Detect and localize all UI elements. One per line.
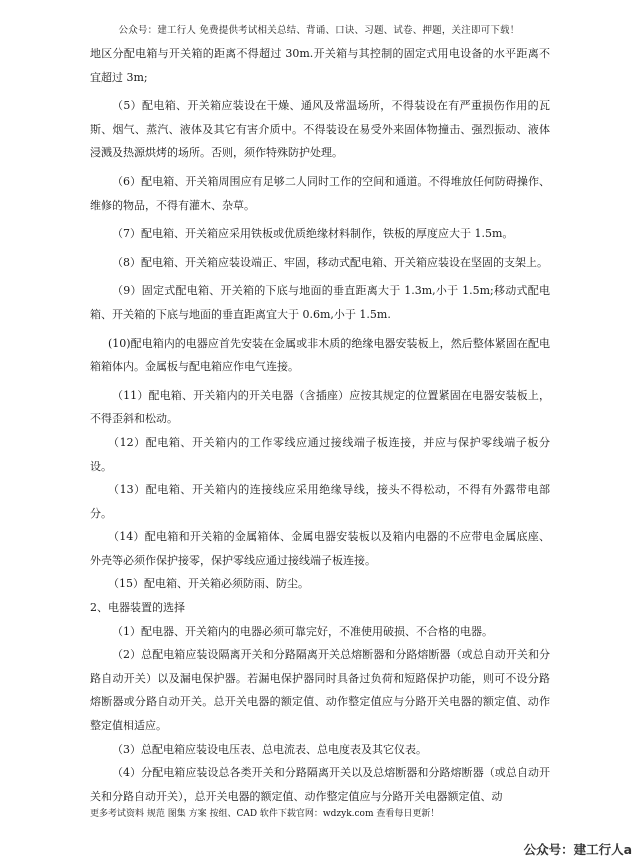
paragraph: （12）配电箱、开关箱内的工作零线应通过接线端子板连接，并应与保护零线端子板分设。	[90, 435, 550, 473]
paragraph: （2）总配电箱应装设隔离开关和分路隔离开关总熔断器和分路熔断器（或总自动开关和分路自动开关）以及漏电保护器。若漏电保护器同时具备过负荷和短路保护功能，则可不设分路熔断器或分路自动开关。总开关电器的额定值、动作整定值应与分路开关电器的额定值、动作整定值相适应。	[90, 648, 550, 733]
paragraph: （9）固定式配电箱、开关箱的下底与地面的垂直距离大于 1.3m,小于 1.5m;移动式配电箱、开关箱的下底与地面的垂直距离宜大于 0.6m,小于 1.5m.	[90, 284, 550, 321]
paragraph: （5）配电箱、开关箱应装设在干燥、通风及常温场所，不得装设在有严重损伤作用的瓦斯、烟气、蒸汽、液体及其它有害介质中。不得装设在易受外来固体物撞击、强烈振动、液体浸溅及热源烘烤的场所。否则，须作特殊防护处理。	[90, 99, 550, 160]
paragraph: （13）配电箱、开关箱内的连接线应采用绝缘导线，接头不得松动，不得有外露带电部分。	[90, 483, 550, 520]
paragraph: 地区分配电箱与开关箱的距离不得超过 30m.开关箱与其控制的固定式用电设备的水平距离不宜超过 3m;	[90, 47, 550, 84]
paragraph: （4）分配电箱应装设总各类开关和分路隔离开关以及总熔断器和分路熔断器（或总自动开关和分路自动开关），总开关电器的额定值、动作整定值应与分路开关电器额定值、动	[90, 766, 550, 803]
paragraph: （3）总配电箱应装设电压表、总电流表、总电度表及其它仪表。	[112, 742, 427, 756]
paragraph: （1）配电器、开关箱内的电器必须可靠完好，不准使用破损、不合格的电器。	[112, 624, 493, 638]
paragraph: （14）配电箱和开关箱的金属箱体、金属电器安装板以及箱内电器的不应带电金属底座、外壳等必须作保护接零，保护零线应通过接线端子板连接。	[90, 530, 550, 567]
paragraph: （8）配电箱、开关箱应装设端正、牢固，移动式配电箱、开关箱应装设在坚固的支架上。	[112, 255, 548, 269]
body-text	[90, 42, 550, 808]
paragraph: （11）配电箱、开关箱内的开关电器（含插座）应按其规定的位置紧固在电器安装板上，不得歪斜和松动。	[90, 388, 550, 426]
page-header: 公众号：建工行人 免费提供考试相关总结、背诵、口诀、习题、试卷、押题，关注即可下载！	[118, 25, 520, 36]
page-footer: 更多考试资料 规范 图集 方案 按组、CAD 软件下载官网：wdzyk.com 查看每日更新！	[90, 809, 440, 819]
paragraph: （15）配电箱、开关箱必须防雨、防尘。	[108, 577, 309, 591]
section-heading: 2、电器装置的选择	[90, 601, 185, 615]
paragraph: (10)配电箱内的电器应首先安装在金属或非木质的绝缘电器安装板上，然后整体紧固在配电箱箱体内。金属板与配电箱应作电气连接。	[90, 336, 550, 374]
paragraph: （7）配电箱、开关箱应采用铁板或优质绝缘材料制作，铁板的厚度应大于 1.5m。	[112, 227, 514, 241]
paragraph: （6）配电箱、开关箱周围应有足够二人同时工作的空间和通道。不得堆放任何防碍操作、维修的物品，不得有灌木、杂草。	[90, 174, 550, 212]
watermark: 公众号：建工行人a	[523, 842, 632, 857]
